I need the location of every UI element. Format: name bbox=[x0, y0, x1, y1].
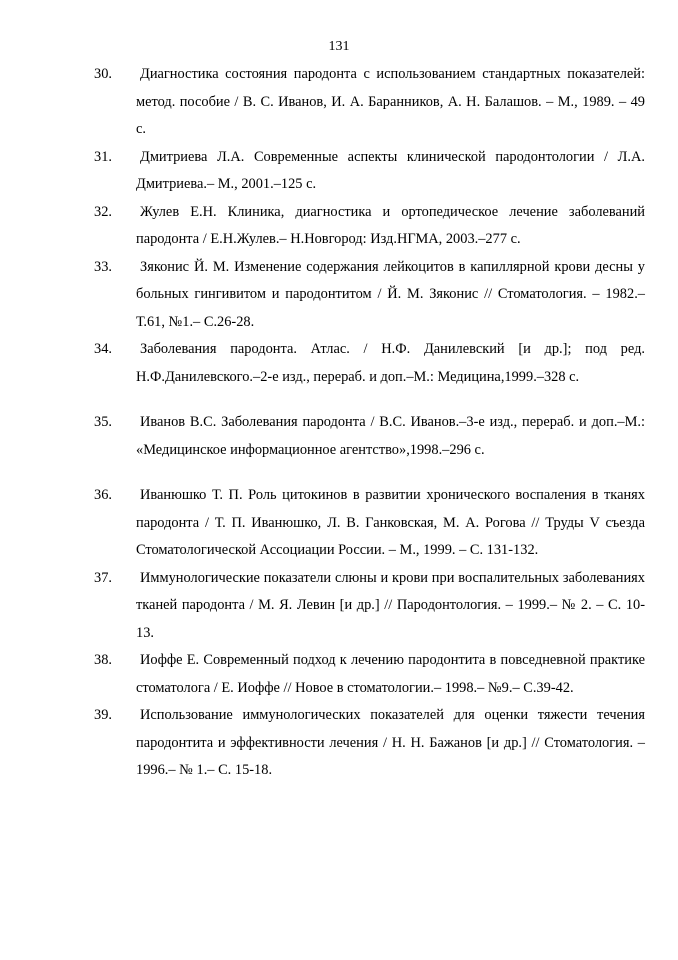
reference-text: Иоффе Е. Современный подход к лечению пародонтита в повседневной практике стоматолога / Е. Иоффе // Новое в стоматологии.– 1998.– №9.– С.39-42. bbox=[136, 652, 645, 696]
reference-text: Зяконис Й. М. Изменение содержания лейкоцитов в капиллярной крови десны у больных гингивитом и пародонтитом / Й. М. Зяконис // Стоматология. – 1982.– Т.61, №1.– С.26-28. bbox=[136, 258, 645, 330]
reference-number: 34. bbox=[94, 341, 112, 357]
reference-item bbox=[94, 61, 645, 144]
reference-text: Иванов В.С. Заболевания пародонта / В.С. Иванов.–3-е изд., перераб. и доп.–М.: «Медицинское информационное агентство»,1998.–296 с. bbox=[136, 414, 645, 458]
reference-number: 35. bbox=[94, 414, 112, 430]
reference-number: 31. bbox=[94, 148, 112, 165]
reference-text: Заболевания пародонта. Атлас. / Н.Ф. Данилевский [и др.]; под ред. Н.Ф.Данилевского.–2-е изд., перераб. и доп.–М.: Медицина,1999.–328 с. bbox=[136, 341, 645, 385]
reference-item bbox=[94, 647, 645, 702]
reference-number: 30. bbox=[94, 66, 112, 82]
reference-item bbox=[94, 336, 645, 391]
reference-item bbox=[94, 254, 645, 337]
reference-item bbox=[94, 702, 645, 785]
page-number: 131 bbox=[328, 39, 350, 54]
reference-text: Использование иммунологических показателей для оценки тяжести течения пародонтита и эффективности лечения / Н. Н. Бажанов [и др.] // Стоматология. – 1996.– № 1.– С. 15-18. bbox=[136, 707, 645, 778]
reference-text: Иванюшко Т. П. Роль цитокинов в развитии хронического воспаления в тканях пародонта / Т. П. Иванюшко, Л. В. Ганковская, М. А. Рогова // Труды V съезда Стоматологической Ассоциации России. – М., 1999. – С. 131-132. bbox=[136, 487, 645, 558]
reference-item bbox=[94, 482, 645, 565]
reference-number: 33. bbox=[94, 258, 112, 275]
reference-text: Жулев Е.Н. Клиника, диагностика и ортопедическое лечение заболеваний пародонта / Е.Н.Жулев.– Н.Новгород: Изд.НГМА, 2003.–277 с. bbox=[136, 203, 645, 247]
reference-text: Иммунологические показатели слюны и крови при воспалительных заболеваниях тканей пародонта / М. Я. Левин [и др.] // Пародонтология. – 1999.– № 2. – С. 10-13. bbox=[136, 569, 645, 641]
reference-number: 39. bbox=[94, 707, 112, 723]
reference-number: 38. bbox=[94, 652, 112, 668]
reference-item bbox=[94, 144, 645, 199]
reference-item bbox=[94, 565, 645, 648]
reference-item bbox=[94, 199, 645, 254]
reference-text: Диагностика состояния пародонта с использованием стандартных показателей: метод. пособие / В. С. Иванов, И. А. Баранников, А. Н. Балашов. – М., 1989. – 49 с. bbox=[136, 66, 645, 137]
reference-list bbox=[94, 61, 645, 785]
reference-number: 37. bbox=[94, 569, 112, 586]
reference-item bbox=[94, 409, 645, 464]
reference-text: Дмитриева Л.А. Современные аспекты клинической пародонтологии / Л.А. Дмитриева.– М., 2001.–125 с. bbox=[136, 148, 645, 192]
reference-number: 32. bbox=[94, 203, 112, 220]
reference-number: 36. bbox=[94, 487, 112, 503]
